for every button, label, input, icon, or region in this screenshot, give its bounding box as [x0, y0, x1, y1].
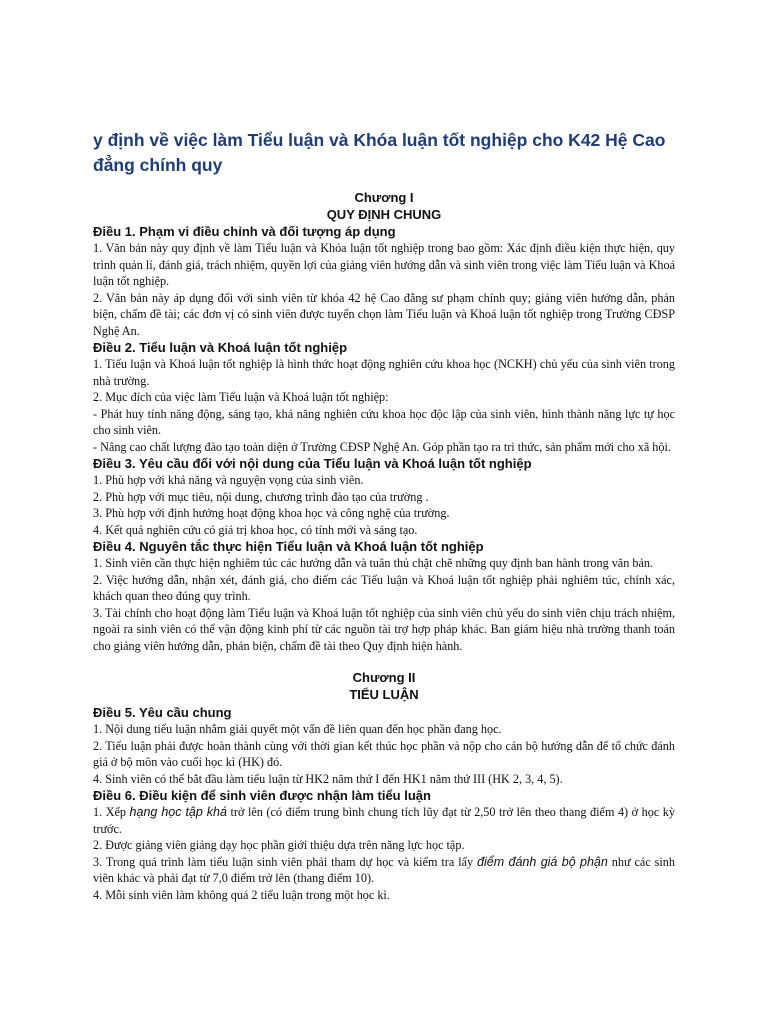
chapter-1-name: QUY ĐỊNH CHUNG — [326, 207, 442, 222]
chapter-1-label: Chương I — [354, 190, 414, 205]
article-4-para-2: 2. Việc hướng dẫn, nhận xét, đánh giá, cho điểm các Tiểu luận và Khoá luận tốt nghiệp phải nghiêm túc, chính xác, khách quan theo đúng quy trình. — [93, 572, 675, 603]
article-5-para-3: 4. Sinh viên có thể bắt đầu làm tiểu luận từ HK2 năm thứ I đến HK1 năm thứ III (HK 2, 3, 4, 5). — [93, 771, 563, 786]
article-6-para-3-start: 3. Trong quá trình làm tiểu luận sinh viên phải tham dự học và kiểm tra lấy — [93, 854, 478, 869]
article-5-para-2: 2. Tiểu luận phải được hoàn thành cùng với thời gian kết thúc học phần và nộp cho cán bộ hướng dẫn để tổ chức đánh giá ở bộ môn vào cuối học kì (HK) đó. — [93, 738, 675, 769]
document-title: y định về việc làm Tiểu luận và Khóa luận tốt nghiệp cho K42 Hệ Cao đẳng chính quy — [93, 130, 666, 175]
article-6-para-1-emphasis: hạng học tập khá — [129, 805, 227, 819]
article-1-para-2: 2. Văn bản này áp dụng đối với sinh viên từ khóa 42 hệ Cao đẳng sư phạm chính quy; giảng viên hướng dẫn, phản biện, chấm đề tài; các đơn vị có sinh viên được tuyển chọn làm Tiểu luận và Khoá luận tốt nghiệp trong Trường CĐSP Nghệ An. — [93, 290, 675, 338]
article-3-para-2: 2. Phù hợp với mục tiêu, nội dung, chương trình đào tạo của trường . — [93, 489, 429, 504]
article-3-heading: Điều 3. Yêu cầu đối với nội dung của Tiểu luận và Khoá luận tốt nghiệp — [93, 456, 532, 471]
article-3-para-1: 1. Phù hợp với khả năng và nguyện vọng của sinh viên. — [93, 473, 364, 487]
chapter-2-label: Chương II — [352, 670, 416, 685]
document-page — [93, 128, 675, 903]
article-4-heading: Điều 4. Nguyên tắc thực hiện Tiểu luận và Khoá luận tốt nghiệp — [93, 539, 484, 554]
article-1-para-1: 1. Văn bản này quy định về làm Tiểu luận và Khóa luận tốt nghiệp trong bao gồm: Xác định điều kiện thực hiện, quy trình quản lí, đánh giá, trách nhiệm, quyền lợi của giảng viên hướng dẫn và sinh viên trong việc làm Tiểu luận và Khoá luận tốt nghiệp. — [93, 241, 675, 288]
article-6-para-2: 2. Được giảng viên giảng dạy học phần giới thiệu dựa trên năng lực học tập. — [93, 838, 465, 852]
article-6-heading: Điều 6. Điều kiện để sinh viên được nhận làm tiểu luận — [93, 788, 431, 803]
article-6-para-3-emphasis: điểm đánh giá bộ phận — [477, 854, 608, 869]
article-3-para-3: 3. Phù hợp với định hướng hoạt động khoa học và công nghệ của trường. — [93, 506, 450, 520]
article-6-para-1-start: 1. Xếp — [93, 805, 130, 819]
article-6-para-3 — [93, 854, 675, 887]
article-2-para-3: - Phát huy tính năng động, sáng tạo, khả năng nghiên cứu khoa học độc lập của sinh viên, hình thành năng lực tự học cho sinh viên. — [93, 406, 675, 437]
article-4-para-1: 1. Sinh viên cần thực hiện nghiêm túc các hướng dẫn và tuân thủ chặt chẽ những quy định ban hành trong văn bản. — [93, 556, 654, 570]
article-6-para-4: 4. Mỗi sinh viên làm không quá 2 tiểu luận trong một học kì. — [93, 887, 390, 902]
article-1-heading: Điều 1. Phạm vi điều chỉnh và đối tượng áp dụng — [93, 224, 396, 239]
article-2-para-4: - Nâng cao chất lượng đào tạo toàn diện ở Trường CĐSP Nghệ An. Góp phần tạo ra tri thức, sản phẩm mới cho xã hội. — [93, 439, 671, 454]
chapter-2-name: TIỂU LUẬN — [349, 687, 419, 702]
article-2-heading: Điều 2. Tiểu luận và Khoá luận tốt nghiệp — [93, 340, 348, 355]
article-3-para-4: 4. Kết quả nghiên cứu có giá trị khoa học, có tính mới và sáng tạo. — [93, 522, 418, 537]
article-2-para-1: 1. Tiểu luận và Khoá luận tốt nghiệp là hình thức hoạt động nghiên cứu khoa học (NCKH) chủ yếu của sinh viên trong nhà trường. — [93, 357, 675, 388]
article-6-para-1-end: trở lên (có điểm trung bình chung tích lũy đạt từ 2,50 trở lên theo thang điểm 4) ở học kỳ trước. — [93, 805, 675, 836]
article-5-para-1: 1. Nội dung tiểu luận nhằm giải quyết một vấn đề liên quan đến học phần đang học. — [93, 722, 502, 736]
article-5-heading: Điều 5. Yêu cầu chung — [93, 705, 232, 720]
article-6-para-3-end: như các sinh viên khác và phải đạt từ 7,0 điểm trở lên (thang điểm 10). — [93, 854, 675, 885]
article-4-para-3: 3. Tài chính cho hoạt động làm Tiểu luận và Khoá luận tốt nghiệp của sinh viên chủ yếu do sinh viên chịu trách nhiệm, ngoài ra sinh viên có thể vận động kinh phí từ các nguồn tài trợ hợp pháp khác. Ban giám hiệu nhà trường thanh toán cho giảng viên hướng dẫn, phản biện, chấm đề tài theo Quy định hiện hành. — [93, 605, 675, 653]
article-2-para-2: 2. Mục đích của việc làm Tiểu luận và Khoá luận tốt nghiệp: — [93, 390, 389, 404]
article-6-para-1 — [93, 804, 675, 837]
